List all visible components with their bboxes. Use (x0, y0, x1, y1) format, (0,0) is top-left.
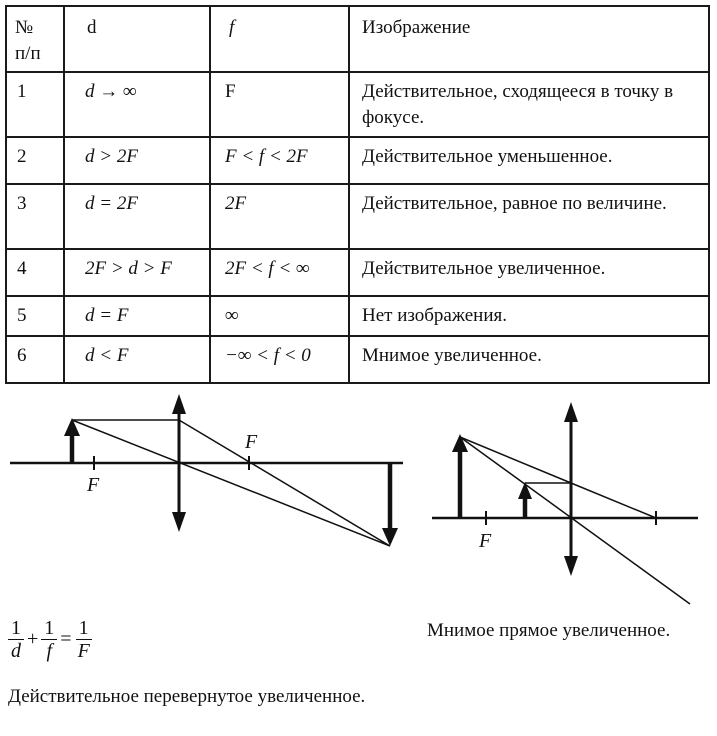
row-f: −∞ < f < 0 (210, 336, 349, 383)
row-number: 2 (6, 137, 64, 184)
row-image: Действительное, сходящееся в точку в фокусе. (349, 72, 709, 137)
numerator: 1 (41, 617, 57, 640)
thin-lens-formula (8, 617, 93, 662)
row-image: Действительное, равное по величине. (349, 184, 709, 249)
header-number-symbol: № (15, 17, 34, 38)
fraction-1-over-f (41, 617, 57, 662)
row-image: Нет изображения. (349, 296, 709, 336)
denominator: f (46, 640, 53, 662)
row-d: d > 2F (64, 137, 210, 184)
focus-label: F (479, 530, 492, 552)
row-d: 2F > d > F (64, 249, 210, 296)
numerator: 1 (76, 617, 92, 640)
row-image: Действительное уменьшенное. (349, 137, 709, 184)
row-number: 3 (6, 184, 64, 249)
virtual-image-arrowhead (452, 434, 468, 452)
fraction-1-over-F (75, 617, 93, 662)
denominator: d (11, 640, 21, 662)
header-d: d (64, 6, 210, 72)
denominator: F (77, 640, 90, 662)
equals-sign: = (60, 628, 72, 650)
row-image: Мнимое увеличенное. (349, 336, 709, 383)
row-f: ∞ (210, 296, 349, 336)
caption-virtual-image: Мнимое прямое увеличенное. (427, 620, 671, 641)
row-number: 1 (6, 72, 64, 137)
row-f: 2F < f < ∞ (210, 249, 349, 296)
row-d: d → ∞ (64, 72, 210, 137)
row-image: Действительное увеличенное. (349, 249, 709, 296)
row-d: d = 2F (64, 184, 210, 249)
header-image: Изображение (349, 6, 709, 72)
row-number: 6 (6, 336, 64, 383)
focus-label-left: F (87, 474, 100, 496)
plus-sign: + (27, 628, 39, 650)
header-number-abbr: п/п (15, 43, 41, 64)
numerator: 1 (8, 617, 24, 640)
ray-through-focus (571, 483, 656, 518)
row-f: F < f < 2F (210, 137, 349, 184)
row-number: 5 (6, 296, 64, 336)
ray-extension-focus (460, 437, 571, 483)
lens-bottom-arrowhead (564, 556, 578, 576)
row-d: d = F (64, 296, 210, 336)
caption-real-image: Действительное перевернутое увеличенное. (8, 686, 366, 707)
lens-top-arrowhead (564, 402, 578, 422)
row-d: d < F (64, 336, 210, 383)
row-number: 4 (6, 249, 64, 296)
focus-label-right: F (245, 431, 258, 453)
row-f: 2F (210, 184, 349, 249)
row-f: F (210, 72, 349, 137)
fraction-1-over-d (8, 617, 24, 662)
header-f: f (210, 6, 349, 72)
